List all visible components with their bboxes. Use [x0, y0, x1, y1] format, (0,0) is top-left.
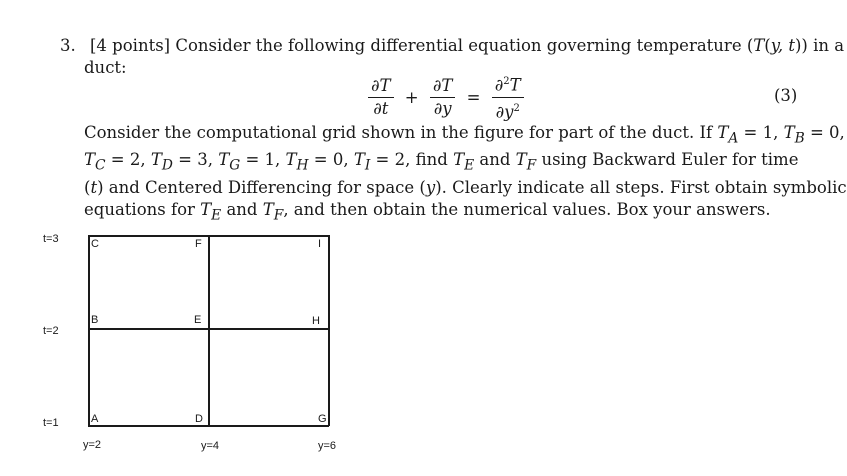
equation-label: (3) — [774, 86, 798, 105]
equation — [366, 72, 526, 122]
eq-den2: ∂y — [433, 98, 452, 118]
fraction-dT-dt — [368, 76, 394, 119]
node-label-D: D — [195, 413, 203, 425]
node-label-C: C — [91, 238, 99, 250]
problem-number: 3. — [60, 36, 76, 55]
grid-border-right — [328, 235, 330, 426]
problem-body — [84, 122, 847, 226]
time-label-t2: t=2 — [43, 325, 59, 337]
eq-equals: = — [466, 87, 481, 107]
time-label-t1: t=1 — [43, 417, 59, 429]
problem-intro-line1 — [90, 36, 844, 55]
problem-intro-line2: duct: — [84, 58, 127, 77]
node-label-I: I — [318, 238, 322, 250]
points-label: [4 points] — [90, 36, 171, 55]
node-label-E: E — [194, 314, 202, 326]
fraction-dT-dy — [430, 76, 456, 119]
eq-den1: ∂t — [373, 98, 389, 118]
node-label-H: H — [312, 315, 320, 327]
body-line-3: (t) and Centered Differencing for space (y). Clearly indicate all steps. First obtain symbolic — [84, 177, 847, 197]
eq-num2: ∂T — [430, 76, 456, 98]
body-line-1: Consider the computational grid shown in the figure for part of the duct. If $T_A = 1$, $T_B = 0$, — [84, 123, 845, 147]
space-label-y2: y=2 — [83, 439, 102, 451]
intro-text: Consider the following differential equation governing temperature (T(y, t)) in a — [175, 36, 845, 55]
eq-den3: $\partial y^2$ — [495, 102, 520, 121]
node-label-A: A — [91, 413, 99, 425]
grid-border-left — [88, 235, 90, 426]
grid-line-horizontal-mid — [88, 328, 329, 330]
grid-line-vertical-mid — [208, 235, 210, 426]
eq-plus: + — [404, 87, 419, 107]
eq-num1: ∂T — [368, 76, 394, 98]
node-label-B: B — [91, 314, 99, 326]
body-line-2: $T_C = 2$, $T_D = 3$, $T_G = 1$, $T_H = 0$, $T_I = 2$, find $T_E$ and $T_F$ using Backward Euler for time — [84, 150, 799, 174]
space-label-y6: y=6 — [318, 440, 337, 452]
time-label-t3: t=3 — [43, 233, 59, 245]
body-line-4: equations for $T_E$ and $T_F$, and then obtain the numerical values. Box your answers. — [84, 199, 771, 223]
space-label-y4: y=4 — [201, 440, 220, 452]
node-label-F: F — [195, 238, 202, 250]
eq-num3: ∂$^2$T — [492, 72, 524, 98]
fraction-d2T-dy2 — [492, 72, 524, 122]
node-label-G: G — [318, 413, 327, 425]
